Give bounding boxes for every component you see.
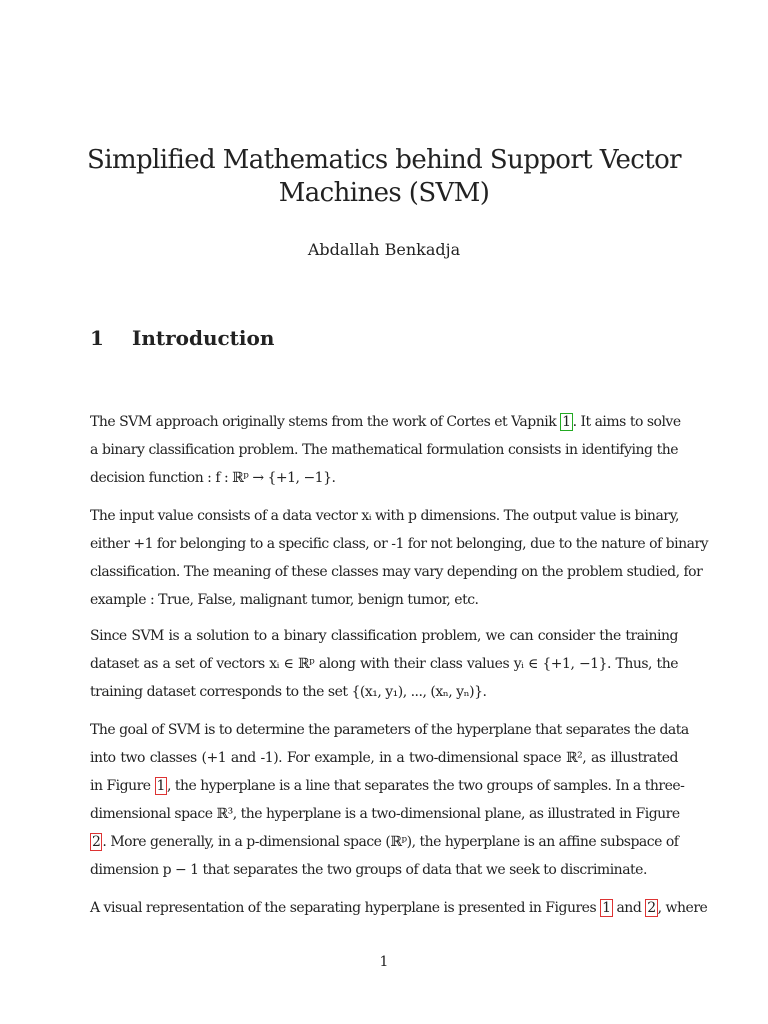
paragraph-line <box>90 772 685 800</box>
figure-link[interactable]: 2 <box>647 900 656 916</box>
paragraph-line <box>90 828 678 856</box>
text-span: . More generally, in a p-dimensional space (ℝᵖ), the hyperplane is an affine subspace of <box>102 834 679 850</box>
text-span: , where <box>657 900 708 916</box>
paragraph-4 <box>90 716 689 884</box>
paragraph-line: classification. The meaning of these classes may vary depending on the problem studied, for <box>90 564 703 580</box>
title-line-2: Machines (SVM) <box>278 178 490 208</box>
citation-link[interactable]: 1 <box>562 414 571 430</box>
text-span: The SVM approach originally stems from the work of Cortes et Vapnik <box>90 414 561 430</box>
paragraph-line: example : True, False, malignant tumor, benign tumor, etc. <box>90 592 479 608</box>
paragraph-line: a binary classification problem. The mathematical formulation consists in identifying the <box>90 442 678 458</box>
paragraph-line: into two classes (+1 and -1). For example, in a two-dimensional space ℝ², as illustrated <box>90 750 678 766</box>
paragraph-5 <box>90 894 708 922</box>
figure-link[interactable]: 1 <box>602 900 611 916</box>
page-number: 1 <box>379 954 389 970</box>
paragraph-line: The input value consists of a data vector xᵢ with p dimensions. The output value is binary, <box>90 508 679 524</box>
section-number: 1 <box>90 326 104 350</box>
paragraph-line: Since SVM is a solution to a binary classification problem, we can consider the training <box>90 628 678 644</box>
text-span: . It aims to solve <box>572 414 681 430</box>
paragraph-line <box>90 408 681 436</box>
figure-link[interactable]: 1 <box>156 778 165 794</box>
paragraph-2 <box>90 502 709 614</box>
paragraph-line <box>90 894 708 922</box>
text-span: A visual representation of the separating hyperplane is presented in Figures <box>90 900 601 916</box>
paragraph-line: dimension p − 1 that separates the two groups of data that we seek to discriminate. <box>90 862 647 878</box>
paragraph-line: training dataset corresponds to the set {(x₁, y₁), ..., (xₙ, yₙ)}. <box>90 684 487 700</box>
paper-title <box>0 144 768 210</box>
section-heading <box>90 326 274 350</box>
paragraph-line: dataset as a set of vectors xᵢ ∈ ℝᵖ along with their class values yᵢ ∈ {+1, −1}. Thus, the <box>90 656 678 672</box>
figure-link[interactable]: 2 <box>92 834 101 850</box>
text-span: in Figure <box>90 778 155 794</box>
paragraph-line: dimensional space ℝ³, the hyperplane is a two-dimensional plane, as illustrated in Figure <box>90 806 680 822</box>
text-span: and <box>612 900 646 916</box>
title-line-1: Simplified Mathematics behind Support Vector <box>87 145 681 175</box>
paragraph-line: either +1 for belonging to a specific class, or -1 for not belonging, due to the nature of binary <box>90 536 709 552</box>
text-span: , the hyperplane is a line that separates the two groups of samples. In a three- <box>166 778 685 794</box>
paragraph-1 <box>90 408 681 492</box>
section-title: Introduction <box>131 326 275 350</box>
author-name: Abdallah Benkadja <box>307 240 461 259</box>
paragraph-line: decision function : f : ℝᵖ → {+1, −1}. <box>90 470 336 486</box>
paragraph-line: The goal of SVM is to determine the parameters of the hyperplane that separates the data <box>90 722 689 738</box>
paragraph-3 <box>90 622 678 706</box>
